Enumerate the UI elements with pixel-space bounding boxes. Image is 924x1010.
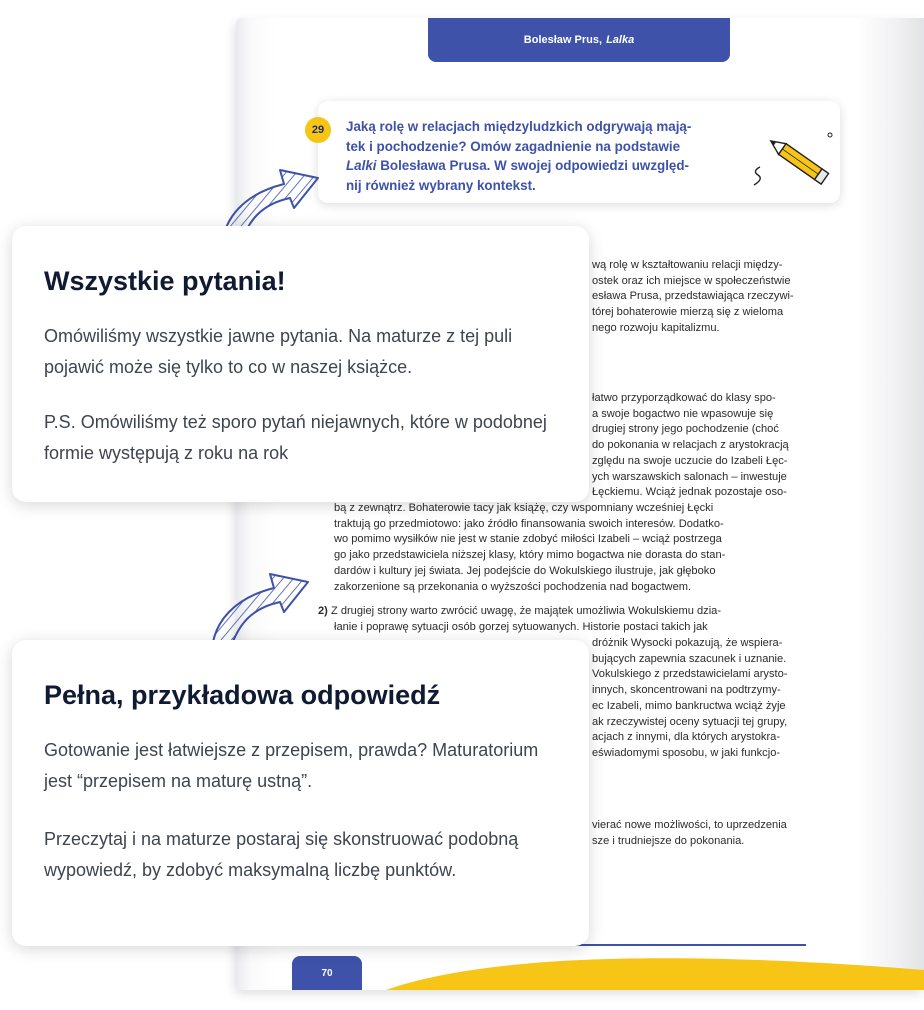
text-line: wo pomimo wysiłków nie jest w stanie zdobyć miłości Izabeli – wciąż postrzega — [334, 533, 722, 546]
text-line: łanie i poprawę sytuacji osób gorzej sytuowanych. Historie postaci takich jak — [334, 620, 708, 633]
text-line: drugiej strony jego pochodzenie (choć — [592, 423, 779, 436]
text-line: ec Izabeli, mimo bankructwa wciąż żyje — [592, 699, 786, 712]
text-line: ych warszawskich salonach – inwestuje — [592, 470, 787, 483]
text-line: eświadomymi sposobu, w jaki funkcjo- — [592, 746, 781, 759]
text-line: a swoje bogactwo nie wpasowuje się — [592, 407, 774, 420]
text-line: Vokulskiego z przedstawicielami arysto- — [592, 668, 788, 681]
text-line: go jako przedstawiciela niższej klasy, który mimo bogactwa nie dorasta do stan- — [334, 549, 726, 562]
question-number: 29 — [305, 117, 331, 143]
text-line: wą rolę w kształtowaniu relacji między- — [592, 259, 783, 271]
text-line — [318, 604, 840, 620]
question-line: nij również wybrany kontekst. — [346, 177, 536, 193]
question-line — [346, 156, 746, 176]
text-line: Łęckiemu. Wciąż jednak pozostaje oso- — [592, 486, 787, 499]
text-line: bą z zewnątrz. Bohaterowie tacy jak książę, czy wspomniany wcześniej Łęcki — [334, 502, 714, 514]
card-text: Przeczytaj i na maturze postaraj się skonstruować podobną wypowiedź, by zdobyć maksymalną liczbę punktów. — [44, 829, 519, 880]
text-line: dróżnik Wysocki pokazują, że wspiera- — [592, 637, 783, 649]
info-card-sample-answer — [12, 640, 589, 946]
text-line: ostek oraz ich miejsce w społeczeństwie — [592, 274, 791, 287]
body-paragraph-intro — [592, 258, 840, 337]
text-line: acjach z innymi, dla których arystokra- — [592, 731, 781, 744]
page-number: 70 — [292, 956, 362, 990]
text-line: vierać nowe możliwości, to uprzedzenia — [592, 819, 787, 831]
question-text — [346, 117, 746, 195]
header-title: Lalka — [606, 34, 635, 46]
text-line: ak rzeczywistej oceny sytuacji tej grupy, — [592, 715, 788, 728]
text-line: zględu na swoje uczucie do Izabeli Łęc- — [592, 454, 788, 467]
body-paragraph-point2-right — [592, 636, 840, 762]
text-line: do pokonania w relacjach z arystokracją — [592, 439, 789, 452]
page-header — [428, 18, 730, 62]
body-paragraph-point1-right — [592, 391, 840, 501]
text-line: nego rozwoju kapitalizmu. — [592, 321, 720, 334]
text-line: esława Prusa, przedstawiająca rzeczywi- — [592, 290, 794, 303]
text-line: sze i trudniejsze do pokonania. — [592, 834, 745, 847]
text-line: dardów i kultury jej świata. Jej podejście do Wokulskiego ilustruje, jak głęboko — [334, 564, 716, 577]
text-span: Z drugiej strony warto zwrócić uwagę, że majątek umożliwia Wokulskiemu dzia- — [327, 605, 722, 617]
card-text-ps: P.S. Omówiliśmy też sporo pytań niejawnych, które w podobnej formie występują z roku na rok — [44, 412, 547, 463]
info-card-all-questions — [12, 226, 589, 502]
card-text: Omówiliśmy wszystkie jawne pytania. Na maturze z tej puli pojawić może się tylko to co w naszej książce. — [44, 326, 513, 377]
question-line-rest: Bolesława Prusa. W swojej odpowiedzi uwzględ- — [376, 158, 690, 173]
text-line: łatwo przyporządkować do klasy spo- — [592, 392, 776, 404]
question-line: tek i pochodzenie? Omów zagadnienie na podstawie — [346, 138, 681, 154]
question-box — [311, 101, 840, 203]
card-title: Wszystkie pytania! — [44, 266, 286, 296]
question-line: Jaką rolę w relacjach międzyludzkich odgrywają mają- — [346, 119, 692, 134]
body-paragraph-conclusion — [592, 818, 840, 849]
question-book-title: Lalki — [346, 158, 377, 173]
text-line: traktują go przedmiotowo: jako źródło finansowania swoich interesów. Dodatko- — [334, 517, 724, 530]
text-line: bujących zapewnia szacunek i uznanie. — [592, 652, 787, 665]
card-text: Gotowanie jest łatwiejsze z przepisem, prawda? Maturatorium jest “przepisem na maturę ustną”. — [44, 740, 539, 791]
text-line: tórej bohaterowie mierzą się z wieloma — [592, 306, 784, 319]
text-line: zakorzenione są przekonania o wyższości pochodzenia nad bogactwem. — [334, 580, 692, 593]
point-number: 2) — [318, 605, 328, 617]
header-author: Bolesław Prus, — [523, 34, 603, 46]
hand-drawn-arrow-icon — [204, 560, 320, 652]
card-title: Pełna, przykładowa odpowiedź — [44, 680, 441, 710]
body-paragraph-point1-full — [334, 501, 840, 595]
text-line: innych, skoncentrowani na podtrzymy- — [592, 684, 781, 697]
body-paragraph-point2 — [318, 604, 840, 635]
pencil-icon — [750, 127, 840, 197]
